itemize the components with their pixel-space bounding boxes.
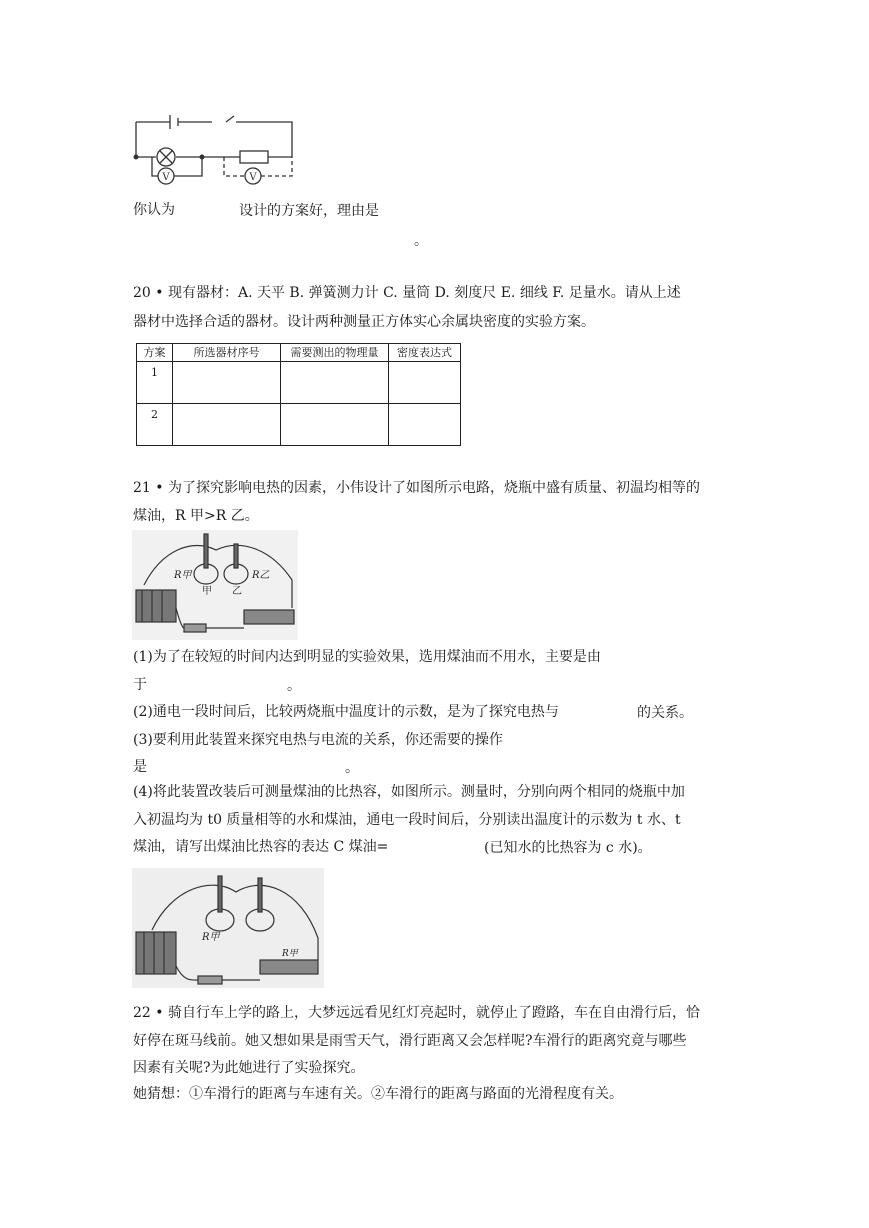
table-row bbox=[137, 362, 461, 404]
quantities-cell[interactable] bbox=[281, 362, 389, 404]
q21-p2-a: (2)通电一段时间后，比较两烧瓶中温度计的示数，是为了探究电热与 bbox=[133, 704, 559, 720]
resistor-label-left: R甲 bbox=[174, 570, 192, 581]
table-header: 密度表达式 bbox=[389, 344, 461, 362]
q21-p1-b: 于 bbox=[133, 677, 147, 693]
electric-heat-apparatus-figure bbox=[132, 530, 298, 640]
q21-p4-b: 入初温均为 t0 质量相等的水和煤油，通电一段时间后，分别读出温度计的示数为 t 水、t bbox=[133, 812, 681, 828]
flask-label-right: 乙 bbox=[232, 586, 242, 597]
specific-heat-apparatus-figure bbox=[132, 868, 324, 988]
q22-line-2: 好停在斑马线前。她又想如果是雨雪天气，滑行距离又会怎样呢?车滑行的距离究竟与哪些 bbox=[133, 1033, 687, 1049]
q19-answer-prefix: 你认为 bbox=[133, 202, 175, 218]
resistor-label-right: R乙 bbox=[252, 570, 270, 581]
q20-line-1: 20 • 现有器材：A. 天平 B. 弹簧测力计 C. 量筒 D. 刻度尺 E. 细线 F. 足量水。请从上述 bbox=[133, 285, 681, 301]
q21-p1-a: (1)为了在较短的时间内达到明显的实验效果，选用煤油而不用水，主要是由 bbox=[133, 649, 601, 665]
voltmeter-label: V bbox=[249, 172, 257, 183]
flask-label-left: 甲 bbox=[202, 586, 212, 597]
q22-line-4: 她猜想：①车滑行的距离与车速有关。②车滑行的距离与路面的光滑程度有关。 bbox=[133, 1086, 623, 1102]
voltmeter-label: V bbox=[162, 172, 170, 183]
q21-p3-a: (3)要利用此装置来探究电热与电流的关系，你还需要的操作 bbox=[133, 732, 503, 748]
plan-number: 2 bbox=[137, 404, 173, 446]
materials-cell[interactable] bbox=[173, 362, 281, 404]
circuit-diagram-voltmeter bbox=[130, 112, 298, 192]
q21-p4-c: 煤油，请写出煤油比热容的表达 C 煤油= bbox=[133, 839, 389, 855]
q21-p4-a: (4)将此装置改装后可测量煤油的比热容，如图所示。测量时，分别向两个相同的烧瓶中加 bbox=[133, 784, 685, 800]
table-header: 所选器材序号 bbox=[173, 344, 281, 362]
table-header: 方案 bbox=[137, 344, 173, 362]
q22-line-1: 22 • 骑自行车上学的路上，大梦远远看见红灯亮起时，就停止了蹬路，车在自由滑行后，恰 bbox=[133, 1005, 700, 1021]
q21-p3-b: 是 bbox=[133, 759, 147, 775]
expression-cell[interactable] bbox=[389, 362, 461, 404]
resistor-label-left: R甲 bbox=[202, 932, 220, 943]
table-header-row bbox=[137, 344, 461, 362]
measurement-plan-table bbox=[136, 343, 461, 446]
materials-cell[interactable] bbox=[173, 404, 281, 446]
q19-answer-end: 。 bbox=[414, 233, 428, 249]
q19-answer-mid: 设计的方案好，理由是 bbox=[239, 203, 379, 219]
q21-line-1: 21 • 为了探究影响电热的因素，小伟设计了如图所示电路，烧瓶中盛有质量、初温均相等的 bbox=[133, 480, 700, 496]
table-row bbox=[137, 404, 461, 446]
q21-p1-c: 。 bbox=[287, 678, 301, 694]
table-header: 需要测出的物理量 bbox=[281, 344, 389, 362]
q19-answer-line bbox=[133, 200, 175, 220]
q21-p4-d: (已知水的比热容为 c 水)。 bbox=[484, 840, 652, 856]
resistor-label-right: R甲 bbox=[282, 949, 298, 959]
plan-number: 1 bbox=[137, 362, 173, 404]
q21-p3-c: 。 bbox=[345, 760, 359, 776]
quantities-cell[interactable] bbox=[281, 404, 389, 446]
q20-line-2: 器材中选择合适的器材。设计两种测量正方体实心余属块密度的实验方案。 bbox=[133, 314, 595, 330]
q21-p2-b: 的关系。 bbox=[637, 705, 693, 721]
q22-line-3: 因素有关呢?为此她进行了实验探究。 bbox=[133, 1060, 365, 1076]
q21-line-2: 煤油，R 甲>R 乙。 bbox=[133, 508, 259, 524]
expression-cell[interactable] bbox=[389, 404, 461, 446]
